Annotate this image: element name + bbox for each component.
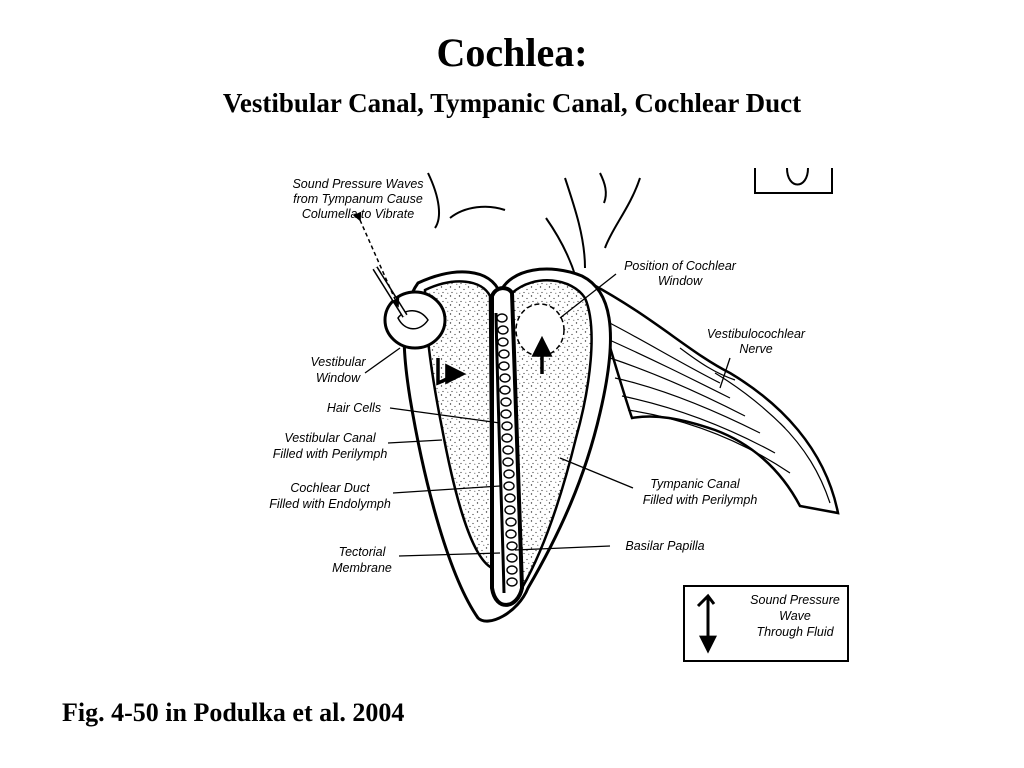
label-basilar-papilla: Basilar Papilla: [625, 539, 705, 553]
label-cochlear-window-line2: Window: [657, 274, 703, 288]
slide-subtitle: Vestibular Canal, Tympanic Canal, Cochlear Duct: [222, 88, 802, 118]
label-tectorial-line2: Membrane: [332, 561, 392, 575]
label-vestibular-canal-line2: Filled with Perilymph: [272, 447, 388, 461]
label-vestibular-canal-line1: Vestibular Canal: [284, 431, 376, 445]
label-sound-pressure-line1: Sound Pressure Waves: [292, 177, 424, 191]
cochlear-window: [516, 304, 564, 356]
cochlea-diagram: [260, 168, 862, 664]
label-cochlear-duct-line2: Filled with Endolymph: [269, 497, 391, 511]
label-tectorial-line1: Tectorial: [338, 545, 386, 559]
label-vestibular-window-line2: Window: [315, 371, 361, 385]
label-tympanic-canal-line2: Filled with Perilymph: [642, 493, 758, 507]
label-cochlear-window-line1: Position of Cochlear: [624, 259, 736, 273]
label-nerve-line1: Vestibulocochlear: [706, 327, 806, 341]
legend-line2: Wave: [779, 609, 811, 623]
legend-line3: Through Fluid: [756, 625, 834, 639]
label-cochlear-duct-line1: Cochlear Duct: [290, 481, 370, 495]
label-tympanic-canal-line1: Tympanic Canal: [650, 477, 740, 491]
label-hair-cells: Hair Cells: [326, 401, 382, 415]
legend-box: [684, 586, 848, 661]
label-vestibular-window-line1: Vestibular: [310, 355, 366, 369]
slide-title: Cochlea:: [436, 30, 588, 75]
label-sound-pressure-line3: Columella to Vibrate: [301, 207, 415, 221]
label-nerve-line2: Nerve: [739, 342, 773, 356]
label-sound-pressure-line2: from Tympanum Cause: [293, 192, 423, 206]
figure-caption: Fig. 4-50 in Podulka et al. 2004: [62, 698, 405, 727]
legend-line1: Sound Pressure: [750, 593, 840, 607]
